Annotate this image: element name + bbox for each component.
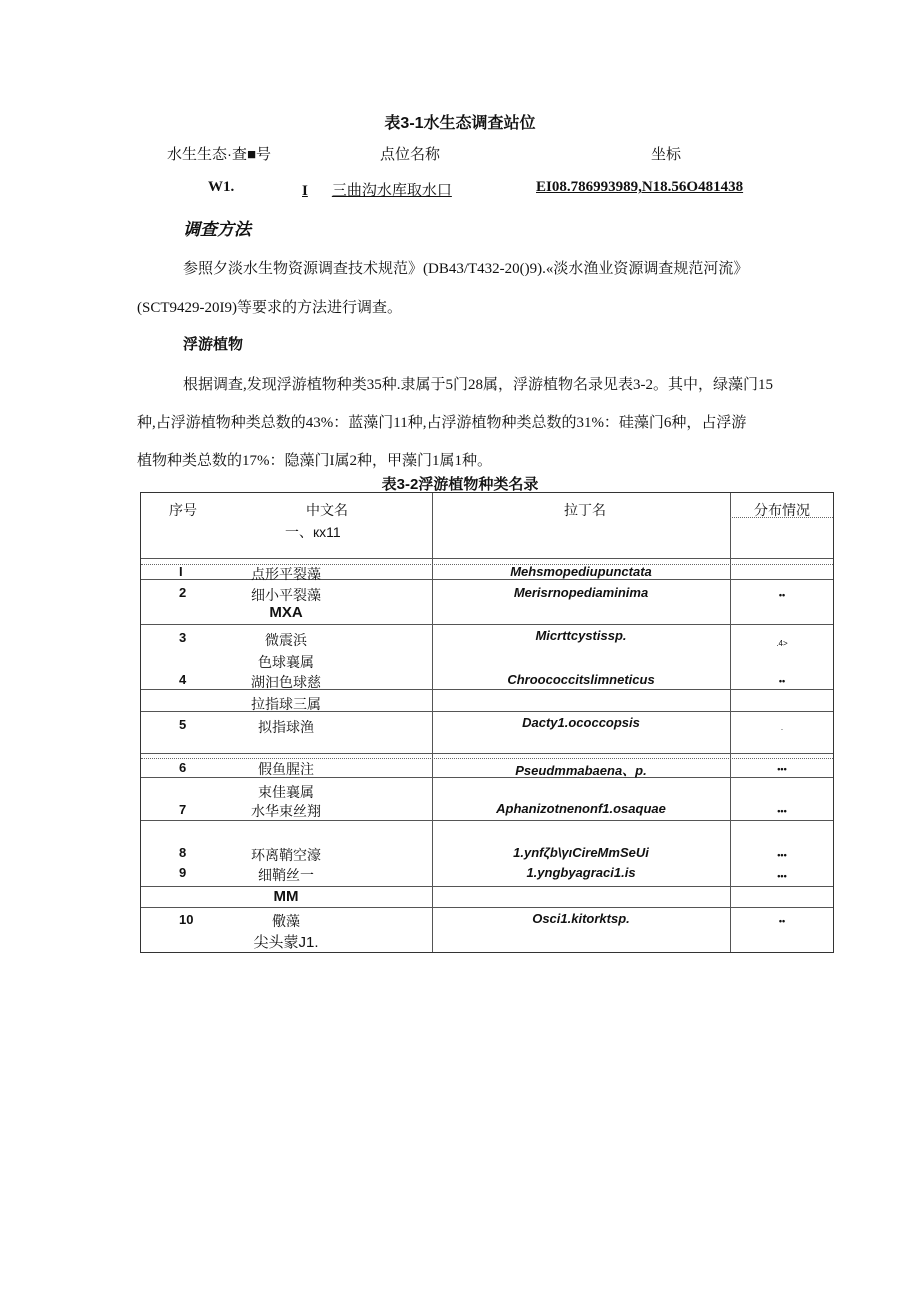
row-latin: Osci1.kitorktsp. (532, 911, 630, 926)
genus-label: MM (273, 888, 299, 905)
row-dist: ••• (777, 764, 787, 774)
row-dist: •• (778, 916, 786, 926)
table1-row-marker: I 三曲沟水库取水口 (302, 182, 452, 199)
row-cn: 水华束丝翔 (251, 803, 321, 819)
row-divider (141, 753, 833, 754)
header-latin: 拉丁名 (564, 502, 606, 518)
row-cn: 儆藻 (272, 913, 300, 929)
table2-title: 表3-2浮游植物种类名录 (381, 476, 539, 493)
table1-row-id: W1. (208, 179, 235, 195)
row-latin: Aphanizotnenonf1.osaquae (496, 801, 666, 816)
section-paragraph-line1: 参照夕淡水生物资源调查技术规范》(DB43/T432-20()9).«淡水渔业资源调查规范河流》 (183, 261, 749, 277)
table1-row-name: 三曲沟水库取水口 (331, 182, 452, 199)
row-no: 5 (179, 717, 187, 732)
section-title: 调查方法 (183, 220, 251, 239)
table1-title: 表3-1水生态调查站位 (384, 115, 536, 132)
row-cn: 环离鞘空濠 (251, 847, 321, 863)
phyto-line1: 根据调查,发现浮游植物种类35种.隶属于5门28属，浮游植物名录见表3-2。其中，绿藻门15 (183, 377, 773, 393)
row-cn: 湖汩色球慈 (251, 674, 321, 690)
row-divider (141, 558, 833, 559)
row-cn: 微震浜 (265, 632, 307, 648)
row-dist: .4> (776, 639, 788, 648)
row-no: 4 (179, 672, 187, 687)
genus-label: 拉指球三属 (251, 696, 321, 712)
row-divider (141, 886, 833, 887)
species-table (140, 492, 834, 953)
row-latin: Chroococcitslimneticus (507, 672, 655, 687)
genus-label: 色球襄属 (258, 654, 314, 670)
row-no: 8 (179, 845, 187, 860)
row-latin: 1.yngbyagraci1.is (526, 865, 636, 880)
row-divider (141, 907, 833, 908)
row-no: 2 (179, 585, 187, 600)
row-no: 7 (179, 802, 187, 817)
row-latin: Merisrnopediaminima (513, 585, 649, 600)
row-no: 6 (179, 760, 187, 775)
row-dist: •• (778, 676, 786, 686)
row-cn: 细小平裂藻 (251, 587, 321, 603)
phyto-title: 浮游植物 (183, 336, 244, 353)
row-cn: 点形平裂藻 (251, 566, 321, 582)
row-cn: 假鱼腥注 (258, 761, 314, 777)
table1-header-coord: 坐标 (651, 146, 682, 163)
row-divider (141, 624, 833, 625)
row-latin: Pseudmmabaena、p. (515, 763, 647, 778)
row-dist: •• (778, 590, 786, 600)
genus-label: 束佳襄属 (258, 784, 314, 800)
header-dist: 分布情况 (754, 502, 810, 518)
row-dist: ••• (777, 871, 787, 881)
row-no: 10 (179, 912, 194, 927)
row-latin: Micrttcystissp. (535, 628, 627, 643)
row-no: 3 (179, 630, 187, 645)
row-latin: Mehsmopediupunctata (510, 564, 652, 579)
row-latin: Dacty1.ococcopsis (522, 715, 640, 730)
section-paragraph-line2: (SCT9429-20I9)等要求的方法进行调查。 (137, 300, 402, 316)
phyto-line3: 植物种类总数的17%：隐藻门I属2种，甲藻门1属1种。 (137, 453, 492, 469)
phyto-line2: 种,占浮游植物种类总数的43%：蓝藻门11种,占浮游植物种类总数的31%：硅藻门6种，占浮游 (137, 415, 747, 431)
genus-label: 尖头蒙J1. (253, 934, 319, 951)
row-cn: 细鞘丝一 (258, 867, 314, 883)
header-cn: 中文名 (306, 502, 348, 518)
row-cn: 拟指球渔 (258, 719, 314, 735)
genus-label: MXA (269, 604, 303, 621)
table1-header-id: 水生生态·查■号 (167, 146, 272, 163)
row-dist: . (780, 723, 784, 732)
table1-header-name: 点位名称 (380, 146, 441, 163)
row-no: I (179, 564, 183, 579)
header-no: 序号 (169, 502, 197, 518)
row-dist: ••• (777, 850, 787, 860)
group-header: 一、кx11 (285, 524, 341, 540)
row-dist: ••• (777, 806, 787, 816)
row-no: 9 (179, 865, 187, 880)
table1-row-coord: EI08.786993989,N18.56O481438 (536, 179, 744, 195)
row-latin: 1.ynfζb\γιCireMmSeUi (513, 845, 649, 860)
